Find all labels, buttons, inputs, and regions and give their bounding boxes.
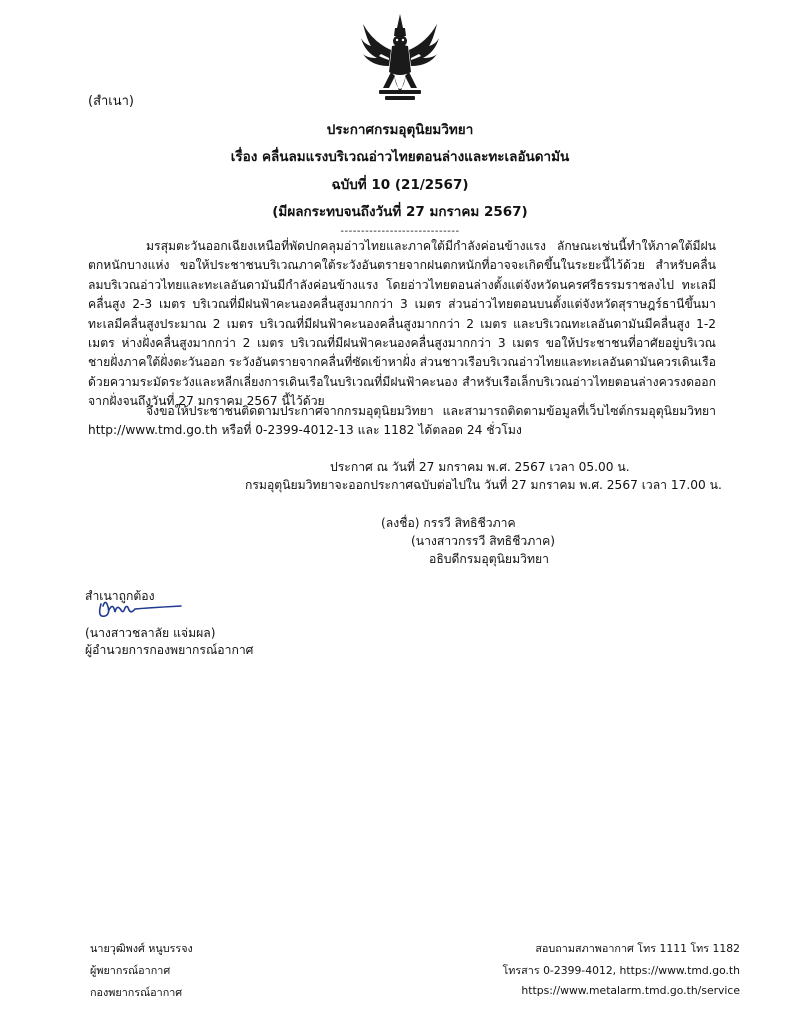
effective-period: (มีผลกระทบจนถึงวันที่ 27 มกราคม 2567) [272,204,528,220]
issue-number: ฉบับที่ 10 (21/2567) [331,177,469,193]
announcement-subject: เรื่อง คลื่นลมแรงบริเวณอ่าวไทยตอนล่างและทะเลอันดามัน [230,149,570,165]
copy-label: (สำเนา) [88,94,135,109]
next-issue: กรมอุตุนิยมวิทยาจะออกประกาศฉบับต่อไปใน วันที่ 27 มกราคม พ.ศ. 2567 เวลา 17.00 น. [245,478,722,492]
signer-position: อธิบดีกรมอุตุนิยมวิทยา [429,552,549,566]
body-paragraph-2: จึงขอให้ประชาชนติดตามประกาศจากกรมอุตุนิยมวิทยา และสามารถติดตามข้อมูลที่เว็บไซต์กรมอุตุนิยมวิทยา http://www.tmd.go.th หรือที่ 0-2399-4012-13 และ 1182 ได้ตลอด 24 ชั่วโมง [88,404,716,438]
footer-fax-website: โทรสาร 0-2399-4012, https://www.tmd.go.th [502,964,740,977]
separator-line: ----------------------------- [340,226,460,237]
certifier-position: ผู้อำนวยการกองพยากรณ์อากาศ [85,643,254,657]
footer-service-link: https://www.metalarm.tmd.go.th/service [521,984,740,997]
footer-phone: สอบถามสภาพอากาศ โทร 1111 โทร 1182 [535,942,740,955]
handwritten-signature-icon [95,596,185,622]
signed-line: (ลงชื่อ) กรรวี สิทธิชีวภาค [381,516,516,530]
certified-label: สำเนาถูกต้อง [85,589,155,603]
footer-division: กองพยากรณ์อากาศ [90,986,183,999]
footer-forecaster-name: นายวุฒิพงศ์ หนูบรรจง [90,942,193,955]
announcement-title: ประกาศกรมอุตุนิยมวิทยา [326,122,474,138]
footer-forecaster-role: ผู้พยากรณ์อากาศ [90,964,171,977]
issued-at: ประกาศ ณ วันที่ 27 มกราคม พ.ศ. 2567 เวลา 05.00 น. [330,460,630,474]
signer-name: (นางสาวกรรวี สิทธิชีวภาค) [411,534,556,548]
certifier-name: (นางสาวชลาลัย แจ่มผล) [85,626,216,640]
body-paragraph-1: มรสุมตะวันออกเฉียงเหนือที่พัดปกคลุมอ่าวไทยและภาคใต้มีกำลังค่อนข้างแรง ลักษณะเช่นนี้ทำให้ภาคใต้มีฝนตกหนักบางแห่ง ขอให้ประชาชนบริเวณภาคใต้ระวังอันตรายจากฝนตกหนักที่อาจจะเกิดขึ้นในระยะนี้ไว้ด้วย สำหรับคลื่นลมบริเวณอ่าวไทยและทะเลอันดามันมีกำลังค่อนข้างแรง โดยอ่าวไทยตอนล่างตั้งแต่จังหวัดนครศรีธรรมราชลงไป ทะเลมีคลื่นสูง 2-3 เมตร บริเวณที่มีฝนฟ้าคะนองคลื่นสูงมากกว่า 3 เมตร ส่วนอ่าวไทยตอนบนตั้งแต่จังหวัดสุราษฎร์ธานีขึ้นมา ทะเลมีคลื่นสูงประมาณ 2 เมตร บริเวณที่มีฝนฟ้าคะนองคลื่นสูงมากกว่า 2 เมตร และบริเวณทะเลอันดามันมีคลื่นสูง 1-2 เมตร ห่างฝั่งคลื่นสูงมากกว่า 2 เมตร บริเวณที่มีฝนฟ้าคะนองคลื่นสูงมากกว่า 3 เมตร ขอให้ประชาชนที่อาศัยอยู่บริเวณชายฝั่งภาคใต้ฝั่งตะวันออก ระวังอันตรายจากคลื่นที่ซัดเข้าหาฝั่ง ส่วนชาวเรือบริเวณอ่าวไทยและทะเลอันดามันควรเดินเรือด้วยความระมัดระวังและหลีกเลี่ยงการเดินเรือในบริเวณที่มีฝนฟ้าคะนอง สำหรับเรือเล็กบริเวณอ่าวไทยตอนล่างควรงดออกจากฝั่งจนถึงวันที่ 27 มกราคม 2567 นี้ไว้ด้วย [88,239,716,409]
garuda-emblem-icon [361,14,439,102]
